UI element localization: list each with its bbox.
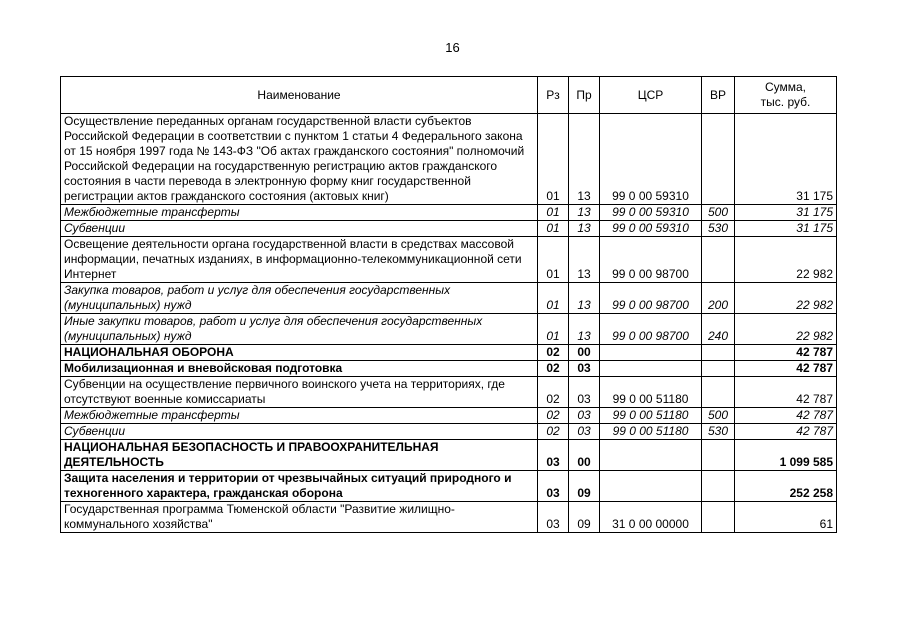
row-vr: 240 [702,314,735,345]
row-vr: 200 [702,283,735,314]
row-sum: 22 982 [735,314,837,345]
row-csr: 99 0 00 59310 [600,114,702,205]
table-row [61,237,837,283]
row-pr: 03 [569,424,600,440]
row-pr: 13 [569,237,600,283]
row-vr [702,114,735,205]
row-rz: 01 [538,205,569,221]
row-name: Межбюджетные трансферты [61,205,538,221]
row-rz: 02 [538,345,569,361]
table-row [61,205,837,221]
row-rz: 01 [538,314,569,345]
row-sum: 42 787 [735,377,837,408]
row-vr: 530 [702,424,735,440]
row-rz: 02 [538,408,569,424]
row-name: НАЦИОНАЛЬНАЯ ОБОРОНА [61,345,538,361]
row-csr [600,345,702,361]
row-name: Субвенции на осуществление первичного воинского учета на территориях, где отсутствуют военные комиссариаты [61,377,538,408]
row-rz: 01 [538,221,569,237]
table-row [61,424,837,440]
table-row [61,221,837,237]
row-name: Мобилизационная и вневойсковая подготовка [61,361,538,377]
table-row [61,408,837,424]
row-csr [600,471,702,502]
row-csr: 99 0 00 51180 [600,408,702,424]
row-pr: 09 [569,471,600,502]
row-name: Субвенции [61,424,538,440]
header-sum-unit: тыс. руб. [760,95,811,109]
row-rz: 02 [538,424,569,440]
row-sum: 22 982 [735,283,837,314]
row-vr: 530 [702,221,735,237]
row-csr: 99 0 00 51180 [600,377,702,408]
row-pr: 00 [569,440,600,471]
table-row [61,502,837,533]
row-sum: 31 175 [735,114,837,205]
table-row [61,440,837,471]
table-row [61,361,837,377]
header-vr: ВР [702,77,735,114]
row-rz: 02 [538,377,569,408]
row-sum: 61 [735,502,837,533]
row-pr: 13 [569,283,600,314]
row-vr [702,237,735,283]
row-name: Осуществление переданных органам государственной власти субъектов Российской Федерации в соответствии с пунктом 1 статьи 4 Федерального закона от 15 ноября 1997 года № 143-ФЗ "Об актах гражданского состояния" полномочий Российской Федерации на государственную регистрацию актов гражданского состояния в части перевода в электронную форму книг государственной регистрации актов гражданского состояния (актовых книг) [61,114,538,205]
row-vr: 500 [702,408,735,424]
row-pr: 03 [569,408,600,424]
row-vr [702,345,735,361]
row-vr [702,471,735,502]
row-csr: 31 0 00 00000 [600,502,702,533]
row-sum: 22 982 [735,237,837,283]
header-pr: Пр [569,77,600,114]
header-csr: ЦСР [600,77,702,114]
row-rz: 03 [538,502,569,533]
row-csr: 99 0 00 51180 [600,424,702,440]
row-name: Субвенции [61,221,538,237]
row-sum: 42 787 [735,361,837,377]
row-vr: 500 [702,205,735,221]
row-rz: 03 [538,440,569,471]
row-rz: 01 [538,237,569,283]
row-sum: 1 099 585 [735,440,837,471]
row-pr: 13 [569,221,600,237]
row-vr [702,361,735,377]
header-sum-label: Сумма, [764,80,807,94]
row-sum: 252 258 [735,471,837,502]
row-name: Иные закупки товаров, работ и услуг для обеспечения государственных (муниципальных) нужд [61,314,538,345]
row-rz: 01 [538,114,569,205]
row-vr [702,502,735,533]
row-pr: 00 [569,345,600,361]
header-sum [735,77,837,114]
row-name: Освещение деятельности органа государственной власти в средствах массовой информации, печатных изданиях, в информационно-телекоммуникационной сети Интернет [61,237,538,283]
row-vr [702,440,735,471]
header-rz: Рз [538,77,569,114]
row-csr [600,361,702,377]
page-number: 16 [445,40,460,55]
row-pr: 13 [569,205,600,221]
row-pr: 13 [569,314,600,345]
row-csr: 99 0 00 98700 [600,237,702,283]
row-csr: 99 0 00 59310 [600,205,702,221]
row-pr: 13 [569,114,600,205]
row-name: НАЦИОНАЛЬНАЯ БЕЗОПАСНОСТЬ И ПРАВООХРАНИТЕЛЬНАЯ ДЕЯТЕЛЬНОСТЬ [61,440,538,471]
row-vr [702,377,735,408]
row-rz: 01 [538,283,569,314]
row-rz: 02 [538,361,569,377]
table-row [61,345,837,361]
row-name: Межбюджетные трансферты [61,408,538,424]
budget-table [60,76,837,533]
table-row [61,377,837,408]
row-name: Государственная программа Тюменской области "Развитие жилищно-коммунального хозяйства" [61,502,538,533]
row-csr: 99 0 00 98700 [600,283,702,314]
table-header-row [61,77,837,114]
row-csr: 99 0 00 98700 [600,314,702,345]
table-row [61,314,837,345]
row-sum: 31 175 [735,221,837,237]
row-sum: 42 787 [735,345,837,361]
header-name: Наименование [61,77,538,114]
row-sum: 42 787 [735,408,837,424]
row-sum: 42 787 [735,424,837,440]
row-pr: 03 [569,377,600,408]
table-row [61,114,837,205]
row-name: Защита населения и территории от чрезвычайных ситуаций природного и техногенного характера, гражданская оборона [61,471,538,502]
row-pr: 03 [569,361,600,377]
row-csr: 99 0 00 59310 [600,221,702,237]
row-pr: 09 [569,502,600,533]
table-row [61,471,837,502]
row-sum: 31 175 [735,205,837,221]
table-row [61,283,837,314]
row-csr [600,440,702,471]
row-name: Закупка товаров, работ и услуг для обеспечения государственных (муниципальных) нужд [61,283,538,314]
row-rz: 03 [538,471,569,502]
